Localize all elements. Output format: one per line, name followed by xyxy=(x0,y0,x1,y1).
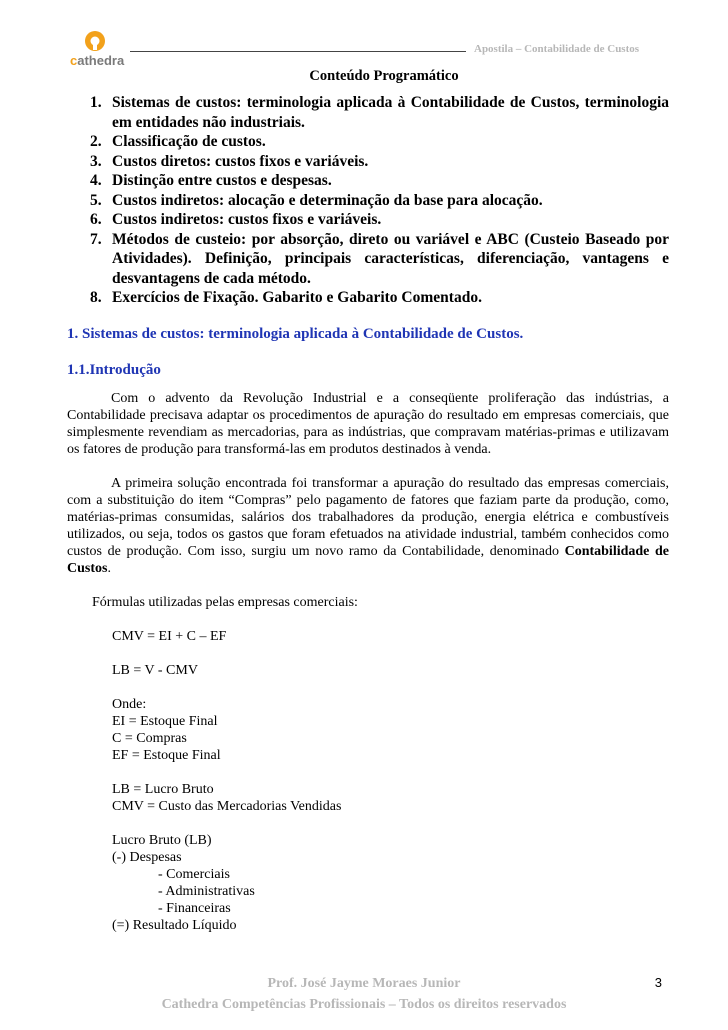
definition: CMV = Custo das Mercadorias Vendidas xyxy=(112,798,342,814)
paragraph-intro: Com o advento da Revolução Industrial e a conseqüente proliferação das indústrias, a Contabilidade precisava adaptar os procedimentos de apuração do resultado em empresas comerciais, que simplesmente revendiam as mercadorias, para as indústrias, que compravam matérias-primas e utilizavam os fatores de produção para transformá-las em produtos destinados à venda. xyxy=(67,390,669,457)
header-rule xyxy=(130,51,466,52)
bold-term: Contabilidade de Custos xyxy=(67,543,669,576)
program-list xyxy=(67,93,669,308)
program-item: 4. Distinção entre custos e despesas. xyxy=(90,172,332,189)
header-title: Apostila – Contabilidade de Custos xyxy=(474,43,640,55)
program-title: Conteúdo Programático xyxy=(309,68,459,84)
resultado-liquido: (=) Resultado Líquido xyxy=(112,917,237,933)
program-item: 3. Custos diretos: custos fixos e variáveis. xyxy=(90,152,369,170)
program-item: 1. Sistemas de custos: terminologia aplicada à Contabilidade de Custos, terminologia em entidades não industriais. xyxy=(90,94,669,131)
formula-lb: LB = V - CMV xyxy=(112,662,198,678)
despesa-item: - Financeiras xyxy=(158,900,231,916)
program-item: 6. Custos indiretos: custos fixos e variáveis. xyxy=(90,211,382,228)
program-item: 7. Métodos de custeio: por absorção, direto ou variável e ABC (Custeio Baseado por Atividades). Definição, principais características, diferenciação, vantagens e desvantagens de cada método. xyxy=(90,230,669,287)
formula-cmv: CMV = EI + C – EF xyxy=(112,628,227,644)
section-title: 1. Sistemas de custos: terminologia aplicada à Contabilidade de Custos. xyxy=(67,325,524,342)
onde-label: Onde: xyxy=(112,696,147,712)
definition: EI = Estoque Final xyxy=(112,713,218,729)
definition: EF = Estoque Final xyxy=(112,747,221,763)
page-content xyxy=(67,66,669,934)
svg-text:cathedra: cathedra xyxy=(70,53,125,68)
despesa-item: - Comerciais xyxy=(158,866,230,882)
formula-section xyxy=(112,628,669,934)
subsection-title: 1.1.Introdução xyxy=(67,361,161,378)
program-item: 5. Custos indiretos: alocação e determinação da base para alocação. xyxy=(90,191,543,209)
lb-title: Lucro Bruto (LB) xyxy=(112,832,212,848)
despesas-label: (-) Despesas xyxy=(112,849,182,865)
paragraph-solution: A primeira solução encontrada foi transformar a apuração do resultado das empresas comerciais, com a substituição do item “Compras” pelo pagamento de fatores que faziam parte da produção, como, matérias-primas consumidas, salários dos trabalhadores da produção, energia elétrica e combustíveis utilizados, ou seja, todos os gastos que foram efetuados na atividade industrial, também conhecidos como custos de produção. Com isso, surgiu um novo ramo da Contabilidade, denominado Contabilidade de Custos. xyxy=(67,475,669,576)
footer-author: Prof. José Jayme Moraes Junior xyxy=(267,976,461,991)
cathedra-logo xyxy=(70,28,130,70)
despesa-item: - Administrativas xyxy=(158,883,255,899)
page-number: 3 xyxy=(654,975,662,990)
definition: C = Compras xyxy=(112,730,187,746)
program-item: 2. Classificação de custos. xyxy=(90,133,266,150)
program-item: 8. Exercícios de Fixação. Gabarito e Gabarito Comentado. xyxy=(90,289,482,306)
formulas-intro: Fórmulas utilizadas pelas empresas comerciais: xyxy=(92,594,358,610)
logo-text: athedra xyxy=(77,53,125,68)
definition: LB = Lucro Bruto xyxy=(112,781,214,797)
footer-copyright: Cathedra Competências Profissionais – Todos os direitos reservados xyxy=(161,997,567,1012)
